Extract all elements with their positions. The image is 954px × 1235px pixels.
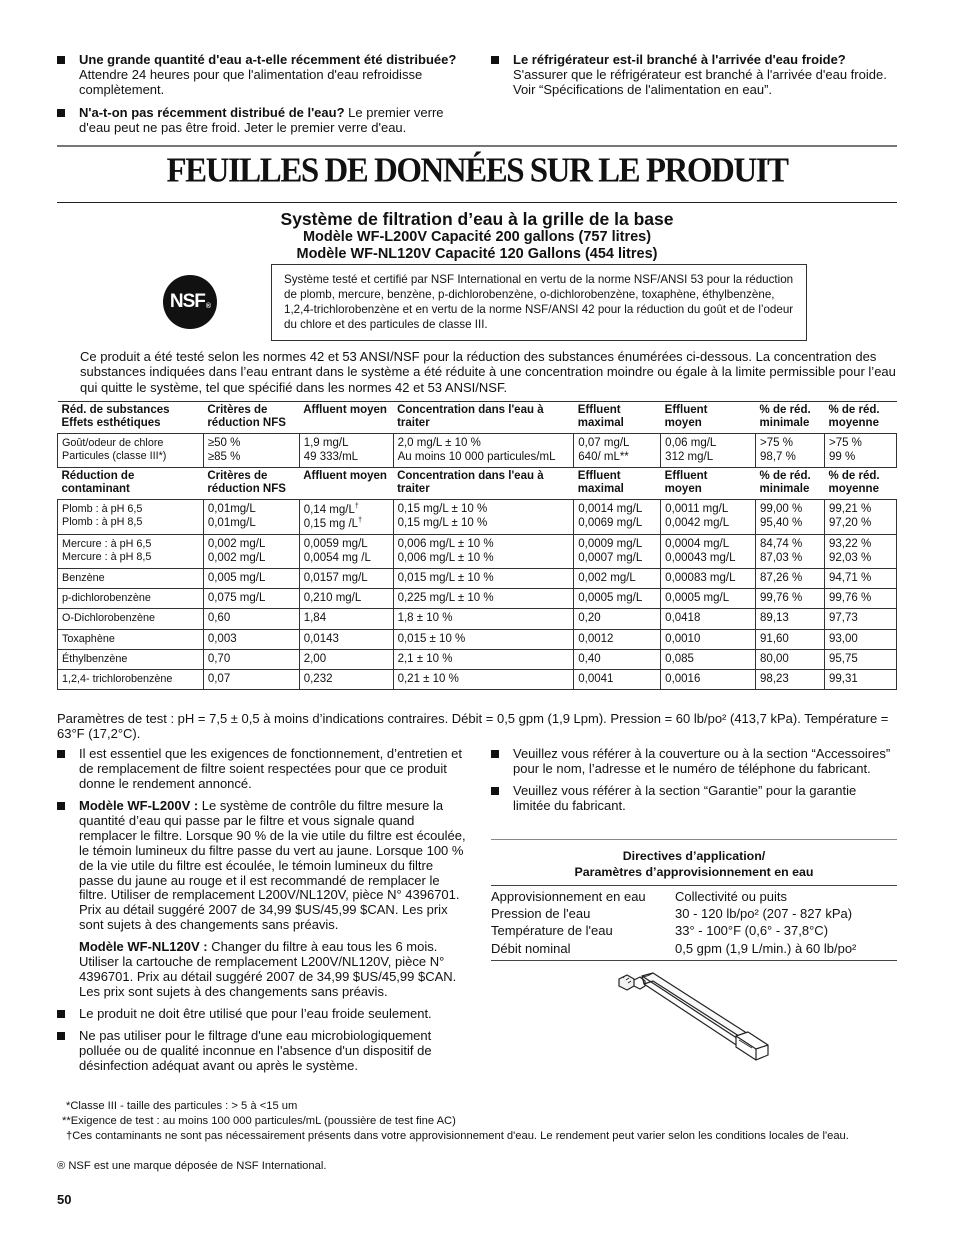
table-cell: 0,40 [574, 649, 661, 669]
table-cell: 87,26 % [756, 568, 825, 588]
table-cell: 1,8 ± 10 % [393, 609, 574, 629]
directives-row [491, 906, 897, 924]
table-cell: % de réd. minimale [756, 402, 825, 434]
table-cell: 0,015 mg/L ± 10 % [393, 568, 574, 588]
top-left-bullets [57, 53, 467, 136]
table-cell: Critères de réduction NFS [203, 467, 299, 499]
table-row [58, 500, 897, 535]
table-cell: 2,00 [299, 649, 393, 669]
table-cell: 0,006 mg/L ± 10 % 0,006 mg/L ± 10 % [393, 535, 574, 568]
nsf-logo-text: NSF [169, 291, 205, 313]
top-bullet-1 [57, 53, 467, 98]
divider [57, 145, 897, 147]
table-cell: 0,005 mg/L [203, 568, 299, 588]
table-cell: 99,31 [824, 669, 896, 689]
table-cell: Affluent moyen [299, 402, 393, 434]
table-cell: 89,13 [756, 609, 825, 629]
table-cell: 0,075 mg/L [203, 589, 299, 609]
page-number: 50 [57, 1192, 72, 1207]
bullet-text: Ne pas utiliser pour le filtrage d'une eau microbiologiquement polluée ou de qualité inconnue en l'absence d'un dispositif de désinfection adéquat avant ou après le système. [79, 1027, 432, 1073]
table-cell: 0,07 mg/L 640/ mL** [574, 434, 661, 467]
table-cell: 0,0143 [299, 629, 393, 649]
table-cell: 0,0418 [661, 609, 756, 629]
table-cell: % de réd. moyenne [824, 467, 896, 499]
table-cell: 0,14 mg/L† 0,15 mg /L† [299, 500, 393, 535]
bullet-requirements [57, 747, 467, 792]
table-cell: 84,74 % 87,03 % [756, 535, 825, 568]
table-cell: 0,0016 [661, 669, 756, 689]
table-row [58, 629, 897, 649]
table-row [58, 568, 897, 588]
directives-value: Collectivité ou puits [675, 889, 787, 904]
bullet-square-icon [491, 787, 499, 795]
table-row [58, 609, 897, 629]
table-row [58, 535, 897, 568]
directives-label: Température de l'eau [491, 923, 613, 939]
table-cell: 0,0004 mg/L 0,00043 mg/L [661, 535, 756, 568]
bullet-manufacturer [491, 747, 891, 777]
footnote-class-iii: *Classe III - taille des particules : > 5 à <15 um [66, 1100, 298, 1112]
bullet-square-icon [57, 1010, 65, 1018]
bullet-square-icon [491, 56, 499, 64]
table-cell: Goût/odeur de chlore Particules (classe III*) [58, 434, 204, 467]
table-cell: Affluent moyen [299, 467, 393, 499]
bullet-square-icon [57, 750, 65, 758]
footnote-test-requirement: **Exigence de test : au moins 100 000 particules/mL (poussière de test fine AC) [62, 1115, 456, 1127]
table-cell: 0,21 ± 10 % [393, 669, 574, 689]
divider [57, 202, 897, 203]
table-cell: 0,15 mg/L ± 10 % 0,15 mg/L ± 10 % [393, 500, 574, 535]
directives-title-1: Directives d’application/ [622, 849, 766, 863]
table-cell: Réduction de contaminant [58, 467, 204, 499]
bullet-text: Le produit ne doit être utilisé que pour l’eau froide seulement. [79, 1006, 432, 1021]
table-cell: % de réd. moyenne [824, 402, 896, 434]
footnote-contaminants: †Ces contaminants ne sont pas nécessairement présents dans votre approvisionnement d'eau. Le rendement peut varier selon les conditions locales de l'eau. [66, 1130, 849, 1142]
bullet-text: Le système de contrôle du filtre mesure la quantité d’eau qui passe par le filtre et vous signale quand remplacer le filtre. Lorsque 90 % de la vie utile du filtre est écoulée, le témoin lumineux du filtre passe du vert au jaune. Lorsque 100 % de la vie utile du filtre est écoulée, le témoin lumineux du filtre passe du jaune au rouge et il est recommandé de remplacer le filtre. Utiliser de remplacement L200V/NL120V, pièce N° 4396701. Prix au détail suggéré 2007 de 34,99 $US/45,99 $CAN. Les prix sont sujets à des changements sans préavis. [79, 797, 466, 933]
right-bullets [491, 747, 891, 814]
table-cell: 0,0059 mg/L 0,0054 mg /L [299, 535, 393, 568]
table-cell: Effluent maximal [574, 467, 661, 499]
table-cell: 0,0005 mg/L [661, 589, 756, 609]
table-cell: Éthylbenzène [58, 649, 204, 669]
table-cell: >75 % 99 % [824, 434, 896, 467]
bullet-square-icon [491, 750, 499, 758]
table-cell: p-dichlorobenzène [58, 589, 204, 609]
table-cell: Concentration dans l'eau à traiter [393, 402, 574, 434]
bullet-text: Attendre 24 heures pour que l'alimentation d'eau refroidisse complètement. [79, 66, 423, 97]
table-cell: 0,0009 mg/L 0,0007 mg/L [574, 535, 661, 568]
table-cell: Plomb : à pH 6,5 Plomb : à pH 8,5 [58, 500, 204, 535]
table-cell: 0,232 [299, 669, 393, 689]
bullet-text: Il est essentiel que les exigences de fonctionnement, d’entretien et de remplacement de filtre soient respectées pour que ce produit donne le rendement annoncé. [79, 746, 463, 791]
table-cell: ≥50 % ≥85 % [203, 434, 299, 467]
bullet-text: Veuillez vous référer à la section “Garantie” pour la garantie limitée du fabricant. [513, 782, 857, 813]
table-cell: 1,9 mg/L 49 333/mL [299, 434, 393, 467]
table-cell: 0,225 mg/L ± 10 % [393, 589, 574, 609]
table-cell: Critères de réduction NFS [203, 402, 299, 434]
table-cell: Mercure : à pH 6,5 Mercure : à pH 8,5 [58, 535, 204, 568]
table-cell: 94,71 % [824, 568, 896, 588]
table-cell: 0,003 [203, 629, 299, 649]
directives-label: Débit nominal [491, 940, 571, 956]
nsf-logo-reg: ® [205, 302, 211, 310]
table-cell: 99,00 % 95,40 % [756, 500, 825, 535]
bullet-square-icon [57, 109, 65, 117]
filter-cartridge-illustration [615, 970, 775, 1066]
table-cell: Effluent moyen [661, 467, 756, 499]
left-bullets [57, 747, 467, 1074]
table-row [58, 649, 897, 669]
table-header-aesthetic [58, 402, 897, 434]
top-bullet-2 [57, 106, 467, 136]
bullet-square-icon [57, 56, 65, 64]
table-cell: 0,07 [203, 669, 299, 689]
bullet-bold: Modèle WF-NL120V : [79, 939, 208, 955]
table-cell: Benzène [58, 568, 204, 588]
nsf-logo [163, 275, 217, 329]
table-cell: 80,00 [756, 649, 825, 669]
bullet-bold: N'a-t-on pas récemment distribué de l'eau? [79, 104, 345, 120]
table-cell: 0,0012 [574, 629, 661, 649]
bullet-cold-water [57, 1007, 467, 1022]
table-cell: 0,0014 mg/L 0,0069 mg/L [574, 500, 661, 535]
table-cell: 1,2,4- trichlorobenzène [58, 669, 204, 689]
table-cell: 0,20 [574, 609, 661, 629]
bullet-text: S'assurer que le réfrigérateur est branché à l'arrivée d'eau froide. Voir “Spécifications de l'alimentation en eau”. [513, 66, 887, 97]
directives-title-2: Paramètres d’approvisionnement en eau [574, 865, 814, 880]
intro-paragraph: Ce produit a été testé selon les normes 42 et 53 ANSI/NSF pour la réduction des substances énumérées ci-dessous. La concentration des substances indiquées dans l’eau entrant dans le système a été réduite à une concentration moindre ou égale à la limite permissible pour l’eau qui quitte le système, tel que spécifié dans les normes 42 et 53 ANSI/NSF. [80, 349, 896, 395]
footnote-trademark: ® NSF est une marque déposée de NSF International. [57, 1160, 327, 1172]
table-cell: 2,0 mg/L ± 10 % Au moins 10 000 particules/mL [393, 434, 574, 467]
table-cell: 0,0157 mg/L [299, 568, 393, 588]
table-cell: 0,70 [203, 649, 299, 669]
bullet-bold: Modèle WF-L200V : [79, 797, 199, 813]
table-header-contaminant [58, 467, 897, 499]
table-cell: 1,84 [299, 609, 393, 629]
directives-box [491, 839, 897, 961]
directives-table [491, 885, 897, 961]
section-heading: Système de filtration d’eau à la grille de la base [280, 209, 674, 229]
table-cell: 99,76 % [756, 589, 825, 609]
bullet-microbiological [57, 1029, 467, 1074]
bullet-square-icon [57, 1032, 65, 1040]
table-cell: 98,23 [756, 669, 825, 689]
table-cell: 0,002 mg/L [574, 568, 661, 588]
table-cell: >75 % 98,7 % [756, 434, 825, 467]
table-cell: % de réd. minimale [756, 467, 825, 499]
test-parameters: Paramètres de test : pH = 7,5 ± 0,5 à moins d’indications contraires. Débit = 0,5 gpm (1,9 Lpm). Pression = 60 lb/po² (413,7 kPa). Température = 63°F (17,2°C). [57, 711, 889, 741]
directives-value: 30 - 120 lb/po² (207 - 827 kPa) [675, 905, 853, 921]
substances-table [57, 401, 897, 690]
table-cell: 0,210 mg/L [299, 589, 393, 609]
model-line-1: Modèle WF-L200V Capacité 200 gallons (757 litres) [302, 229, 652, 245]
table-cell: 97,73 [824, 609, 896, 629]
table-cell: 0,0005 mg/L [574, 589, 661, 609]
table-cell: 0,60 [203, 609, 299, 629]
bullet-bold: Le réfrigérateur est-il branché à l'arrivée d'eau froide? [513, 52, 846, 67]
directives-row [491, 923, 897, 941]
table-cell: 0,06 mg/L 312 mg/L [661, 434, 756, 467]
bullet-warranty [491, 784, 891, 814]
directives-label: Pression de l'eau [491, 905, 591, 921]
table-cell: 0,015 ± 10 % [393, 629, 574, 649]
bullet-text: Veuillez vous référer à la couverture ou à la section “Accessoires” pour le nom, l’adresse et le numéro de téléphone du fabricant. [513, 746, 891, 776]
directives-value: 33° - 100°F (0,6° - 37,8°C) [675, 923, 829, 939]
model-line-2: Modèle WF-NL120V Capacité 120 Gallons (454 litres) [296, 246, 658, 262]
table-cell: 0,0041 [574, 669, 661, 689]
page-title: FEUILLES DE DONNÉES SUR LE PRODUIT [166, 152, 788, 190]
bullet-square-icon [57, 802, 65, 810]
table-cell: 99,76 % [824, 589, 896, 609]
table-cell: Effluent maximal [574, 402, 661, 434]
directives-row [491, 886, 897, 906]
table-cell: 0,085 [661, 649, 756, 669]
table-cell: 93,22 % 92,03 % [824, 535, 896, 568]
table-cell: 95,75 [824, 649, 896, 669]
bullet-bold: Une grande quantité d'eau a-t-elle récemment été distribuée? [79, 52, 457, 67]
top-bullet-3 [491, 53, 891, 98]
table-cell: 91,60 [756, 629, 825, 649]
table-cell: Concentration dans l'eau à traiter [393, 467, 574, 499]
table-cell: Toxaphène [58, 629, 204, 649]
top-right-bullets [491, 53, 891, 98]
directives-value: 0,5 gpm (1,9 L/min.) à 60 lb/po² [675, 940, 857, 956]
table-cell: 0,01mg/L 0,01mg/L [203, 500, 299, 535]
bullet-model-l200v [57, 799, 467, 1000]
table-cell: 2,1 ± 10 % [393, 649, 574, 669]
table-cell: 0,00083 mg/L [661, 568, 756, 588]
table-row [58, 589, 897, 609]
table-cell: 99,21 % 97,20 % [824, 500, 896, 535]
table-cell: 0,0011 mg/L 0,0042 mg/L [661, 500, 756, 535]
bullet-text: Changer du filtre à eau tous les 6 mois. Utiliser la cartouche de remplacement L200V/NL120V, pièce N° 4396701. Prix au détail suggéré 2007 de 34,99 $US/45,99 $CAN. Les prix sont sujets à des changements sans préavis. [79, 939, 457, 1000]
table-cell: Effluent moyen [661, 402, 756, 434]
table-row [58, 669, 897, 689]
bullet-text: Le premier verre d'eau peut ne pas être froid. Jeter le premier verre d'eau. [79, 104, 444, 135]
table-cell: 0,002 mg/L 0,002 mg/L [203, 535, 299, 568]
table-cell: O-Dichlorobenzène [58, 609, 204, 629]
nsf-certification-box: Système testé et certifié par NSF International en vertu de la norme NSF/ANSI 53 pour la réduction de plomb, mercure, benzène, p-dichlorobenzène, o-dichlorobenzène, toxaphène, éthylbenzène, 1,2,4-trichlorobenzène et en vertu de la norme NSF/ANSI 42 pour la réduction du goût et de l’odeur du chlore et des particules de classe III. [271, 264, 807, 341]
table-cell: 93,00 [824, 629, 896, 649]
table-cell: Réd. de substances Effets esthétiques [58, 402, 204, 434]
table-cell: 0,0010 [661, 629, 756, 649]
directives-label: Approvisionnement en eau [491, 889, 646, 904]
directives-row [491, 941, 897, 960]
table-row [58, 434, 897, 467]
directives-heading [491, 839, 897, 885]
